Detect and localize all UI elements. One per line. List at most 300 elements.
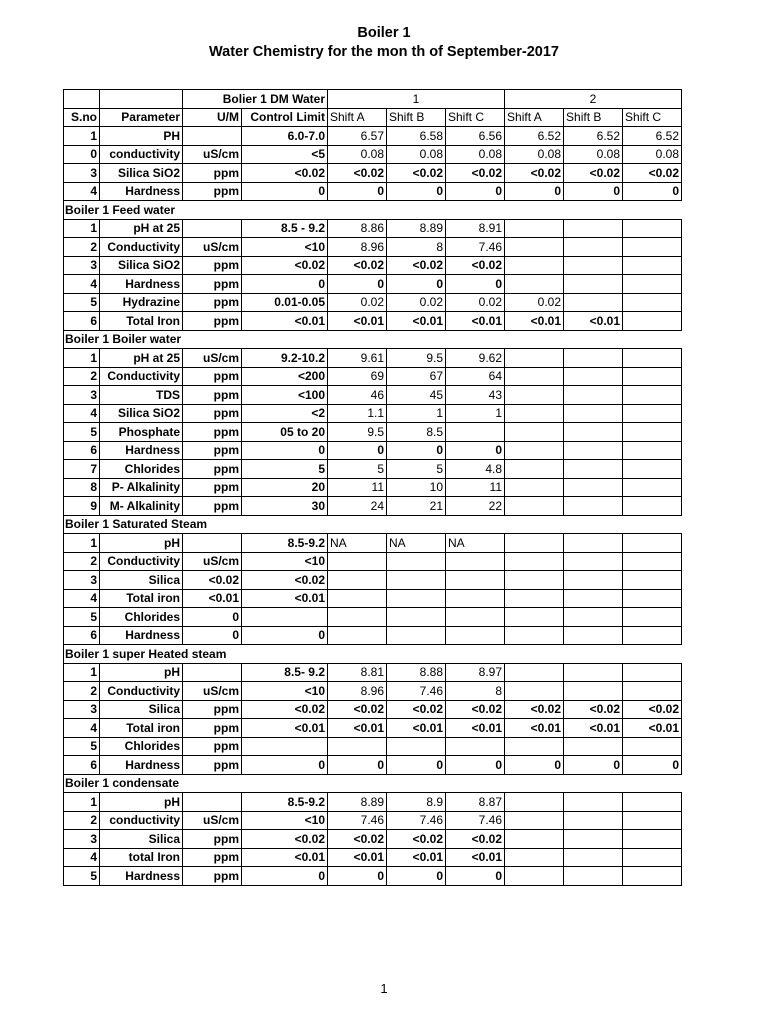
cell-parameter: Hardness <box>100 275 183 294</box>
cell-unit: <0.01 <box>183 589 242 608</box>
cell-g1-shift-c: <0.02 <box>446 830 505 849</box>
cell-g2-shift-b <box>564 219 623 238</box>
table-row <box>64 700 682 719</box>
cell-g2-shift-c: <0.02 <box>623 700 682 719</box>
cell-unit: ppm <box>183 497 242 516</box>
cell-parameter: Hardness <box>100 182 183 201</box>
cell-g2-shift-a <box>505 534 564 553</box>
table-row <box>64 460 682 479</box>
cell-g1-shift-b: 0 <box>387 441 446 460</box>
cell-g2-shift-c: 6.52 <box>623 127 682 146</box>
table-body <box>64 90 682 886</box>
table-row <box>64 256 682 275</box>
cell-g1-shift-c: 22 <box>446 497 505 516</box>
cell-g2-shift-b <box>564 386 623 405</box>
cell-sno: 1 <box>64 127 100 146</box>
cell-sno: 5 <box>64 423 100 442</box>
cell-parameter: Silica SiO2 <box>100 164 183 183</box>
cell-g1-shift-a <box>328 737 387 756</box>
cell-sno: 3 <box>64 830 100 849</box>
cell-g1-shift-a: 46 <box>328 386 387 405</box>
cell-unit: uS/cm <box>183 349 242 368</box>
table-row <box>64 793 682 812</box>
cell-g2-shift-a <box>505 238 564 257</box>
water-chemistry-table <box>63 89 682 886</box>
cell-unit: ppm <box>183 756 242 775</box>
cell-g2-shift-c <box>623 238 682 257</box>
cell-parameter: Hardness <box>100 441 183 460</box>
cell-g1-shift-a: 7.46 <box>328 811 387 830</box>
cell-g1-shift-a: 8.96 <box>328 682 387 701</box>
table-row <box>64 552 682 571</box>
cell-sno: 9 <box>64 497 100 516</box>
cell-g1-shift-b: <0.02 <box>387 256 446 275</box>
cell-g2-shift-a: <0.01 <box>505 719 564 738</box>
cell-unit: uS/cm <box>183 682 242 701</box>
cell-control-limit: 20 <box>242 478 328 497</box>
cell-g1-shift-b: 45 <box>387 386 446 405</box>
cell-unit: 0 <box>183 626 242 645</box>
cell-parameter: Total iron <box>100 589 183 608</box>
cell-g2-shift-c <box>623 848 682 867</box>
cell-g1-shift-a: 0 <box>328 441 387 460</box>
cell-sno: 3 <box>64 386 100 405</box>
table-row <box>64 737 682 756</box>
cell-unit: ppm <box>183 830 242 849</box>
cell-g1-shift-b: 0.02 <box>387 293 446 312</box>
page-subtitle: Water Chemistry for the mon th of September-2017 <box>209 44 559 60</box>
cell-g1-shift-a: <0.02 <box>328 256 387 275</box>
cell-g2-shift-c <box>623 256 682 275</box>
cell-g1-shift-b: 0 <box>387 756 446 775</box>
cell-parameter: Silica SiO2 <box>100 256 183 275</box>
cell-g1-shift-a: 8.89 <box>328 793 387 812</box>
col-header-sno: S.no <box>64 108 100 127</box>
col-header-shift-c: Shift C <box>446 108 505 127</box>
cell-control-limit: 0 <box>242 441 328 460</box>
cell-parameter: Silica <box>100 571 183 590</box>
table-row <box>64 756 682 775</box>
section-title: Boiler 1 Boiler water <box>64 330 682 349</box>
cell-g2-shift-a: <0.02 <box>505 700 564 719</box>
cell-control-limit: 0.01-0.05 <box>242 293 328 312</box>
table-row <box>64 867 682 886</box>
cell-parameter: conductivity <box>100 811 183 830</box>
page-number: 1 <box>380 981 388 996</box>
cell-sno: 4 <box>64 719 100 738</box>
cell-sno: 5 <box>64 608 100 627</box>
cell-g2-shift-c <box>623 312 682 331</box>
cell-g1-shift-a <box>328 626 387 645</box>
cell-g1-shift-c: 0.08 <box>446 145 505 164</box>
cell-control-limit <box>242 608 328 627</box>
cell-g1-shift-a: 8.86 <box>328 219 387 238</box>
cell-control-limit: 5 <box>242 460 328 479</box>
table-row <box>64 571 682 590</box>
cell-control-limit: <10 <box>242 811 328 830</box>
cell-g2-shift-c: 0.08 <box>623 145 682 164</box>
col-header-shift-a: Shift A <box>328 108 387 127</box>
col-header-shift-b: Shift B <box>564 108 623 127</box>
cell-unit: ppm <box>183 404 242 423</box>
cell-unit: ppm <box>183 478 242 497</box>
cell-control-limit: <10 <box>242 682 328 701</box>
cell-g2-shift-b: 0.08 <box>564 145 623 164</box>
cell-control-limit: <0.02 <box>242 830 328 849</box>
cell-g2-shift-b <box>564 848 623 867</box>
cell-g2-shift-b <box>564 552 623 571</box>
cell-unit: ppm <box>183 367 242 386</box>
cell-g2-shift-b <box>564 293 623 312</box>
cell-sno: 1 <box>64 349 100 368</box>
cell-g2-shift-b: <0.01 <box>564 312 623 331</box>
cell-g2-shift-b <box>564 534 623 553</box>
cell-g1-shift-b: <0.02 <box>387 830 446 849</box>
section-title: Boiler 1 super Heated steam <box>64 645 682 664</box>
cell-g2-shift-c <box>623 534 682 553</box>
cell-unit: 0 <box>183 608 242 627</box>
table-row <box>64 608 682 627</box>
cell-g2-shift-a <box>505 460 564 479</box>
table-row <box>64 238 682 257</box>
cell-g1-shift-a: 1.1 <box>328 404 387 423</box>
cell-sno: 1 <box>64 219 100 238</box>
cell-control-limit: <10 <box>242 552 328 571</box>
cell-g2-shift-c <box>623 571 682 590</box>
table-row <box>64 164 682 183</box>
cell-g1-shift-a: 0.02 <box>328 293 387 312</box>
cell-control-limit: 05 to 20 <box>242 423 328 442</box>
table-row <box>64 182 682 201</box>
cell-g2-shift-c <box>623 404 682 423</box>
cell-g2-shift-c <box>623 367 682 386</box>
cell-parameter: total Iron <box>100 848 183 867</box>
cell-g1-shift-a: <0.02 <box>328 164 387 183</box>
cell-g1-shift-b: 0 <box>387 275 446 294</box>
cell-g2-shift-b <box>564 626 623 645</box>
cell-unit: ppm <box>183 386 242 405</box>
section-header-row <box>64 774 682 793</box>
cell-g1-shift-c <box>446 589 505 608</box>
cell-g2-shift-c: <0.02 <box>623 164 682 183</box>
section-header-row <box>64 645 682 664</box>
section-title: Boiler 1 condensate <box>64 774 682 793</box>
cell-g2-shift-a: 0 <box>505 182 564 201</box>
cell-parameter: TDS <box>100 386 183 405</box>
cell-control-limit: <0.02 <box>242 164 328 183</box>
table-row <box>64 312 682 331</box>
cell-sno: 3 <box>64 571 100 590</box>
cell-g1-shift-b: <0.02 <box>387 700 446 719</box>
cell-g1-shift-c: <0.02 <box>446 164 505 183</box>
cell-g1-shift-b: 67 <box>387 367 446 386</box>
cell-g1-shift-c: 9.62 <box>446 349 505 368</box>
cell-g2-shift-a <box>505 589 564 608</box>
cell-sno: 4 <box>64 848 100 867</box>
cell-g2-shift-b: 0 <box>564 182 623 201</box>
cell-g2-shift-a <box>505 404 564 423</box>
cell-unit: uS/cm <box>183 552 242 571</box>
cell-g1-shift-b: 21 <box>387 497 446 516</box>
cell-g1-shift-c <box>446 737 505 756</box>
col-header-shift-a: Shift A <box>505 108 564 127</box>
cell-g2-shift-b: <0.02 <box>564 164 623 183</box>
cell-sno: 2 <box>64 811 100 830</box>
cell-g1-shift-a: 0 <box>328 182 387 201</box>
cell-g2-shift-c <box>623 663 682 682</box>
cell-sno: 3 <box>64 256 100 275</box>
cell-control-limit: <0.02 <box>242 571 328 590</box>
cell-parameter: pH <box>100 663 183 682</box>
cell-g2-shift-c <box>623 497 682 516</box>
cell-parameter: Total iron <box>100 719 183 738</box>
table-row <box>64 349 682 368</box>
header-group-2: 2 <box>505 90 682 109</box>
cell-g2-shift-b <box>564 404 623 423</box>
cell-parameter: Chlorides <box>100 608 183 627</box>
col-header-shift-c: Shift C <box>623 108 682 127</box>
header-row-group <box>64 90 682 109</box>
cell-unit: ppm <box>183 164 242 183</box>
cell-g2-shift-b: 6.52 <box>564 127 623 146</box>
cell-g2-shift-c <box>623 682 682 701</box>
cell-unit <box>183 219 242 238</box>
cell-control-limit: <0.02 <box>242 256 328 275</box>
cell-g2-shift-a <box>505 811 564 830</box>
cell-control-limit: 8.5- 9.2 <box>242 663 328 682</box>
cell-g2-shift-b <box>564 497 623 516</box>
cell-g2-shift-a <box>505 608 564 627</box>
cell-parameter: Silica SiO2 <box>100 404 183 423</box>
cell-control-limit: <2 <box>242 404 328 423</box>
cell-control-limit: <0.02 <box>242 700 328 719</box>
cell-parameter: Total Iron <box>100 312 183 331</box>
cell-parameter: P- Alkalinity <box>100 478 183 497</box>
cell-g1-shift-a: <0.01 <box>328 719 387 738</box>
cell-parameter: M- Alkalinity <box>100 497 183 516</box>
cell-g2-shift-b: 0 <box>564 756 623 775</box>
cell-g2-shift-c <box>623 830 682 849</box>
table-row <box>64 719 682 738</box>
cell-g1-shift-a: 69 <box>328 367 387 386</box>
cell-g1-shift-c: 8.91 <box>446 219 505 238</box>
table-row <box>64 830 682 849</box>
cell-g1-shift-c: <0.01 <box>446 848 505 867</box>
cell-g1-shift-a: NA <box>328 534 387 553</box>
cell-g2-shift-c <box>623 275 682 294</box>
cell-g1-shift-a: 11 <box>328 478 387 497</box>
cell-unit: ppm <box>183 423 242 442</box>
cell-sno: 2 <box>64 238 100 257</box>
cell-g2-shift-a <box>505 367 564 386</box>
cell-g2-shift-b: <0.01 <box>564 719 623 738</box>
cell-parameter: Conductivity <box>100 238 183 257</box>
cell-g1-shift-a: <0.01 <box>328 848 387 867</box>
cell-g2-shift-b <box>564 793 623 812</box>
cell-g2-shift-b <box>564 589 623 608</box>
header-group-1: 1 <box>328 90 505 109</box>
cell-control-limit: <0.01 <box>242 589 328 608</box>
cell-control-limit: 0 <box>242 756 328 775</box>
cell-g2-shift-c: 0 <box>623 756 682 775</box>
table-row <box>64 404 682 423</box>
cell-parameter: conductivity <box>100 145 183 164</box>
cell-parameter: Hardness <box>100 867 183 886</box>
cell-g2-shift-c <box>623 737 682 756</box>
cell-g2-shift-a <box>505 626 564 645</box>
cell-unit: ppm <box>183 700 242 719</box>
cell-g1-shift-c: 0 <box>446 182 505 201</box>
cell-control-limit: <200 <box>242 367 328 386</box>
cell-g1-shift-c: NA <box>446 534 505 553</box>
section-title: Boiler 1 Saturated Steam <box>64 515 682 534</box>
cell-parameter: Chlorides <box>100 737 183 756</box>
cell-sno: 1 <box>64 534 100 553</box>
cell-g1-shift-c <box>446 626 505 645</box>
cell-g2-shift-a <box>505 682 564 701</box>
cell-sno: 4 <box>64 182 100 201</box>
cell-g2-shift-b <box>564 663 623 682</box>
cell-g1-shift-c <box>446 608 505 627</box>
cell-g2-shift-a: 0.08 <box>505 145 564 164</box>
cell-g1-shift-b: 9.5 <box>387 349 446 368</box>
cell-g2-shift-a: 0.02 <box>505 293 564 312</box>
section-header-row <box>64 330 682 349</box>
cell-g1-shift-a <box>328 589 387 608</box>
cell-g2-shift-a <box>505 497 564 516</box>
cell-unit: ppm <box>183 719 242 738</box>
cell-g1-shift-c: 0 <box>446 756 505 775</box>
cell-g2-shift-a <box>505 663 564 682</box>
cell-sno: 6 <box>64 756 100 775</box>
cell-g2-shift-a <box>505 552 564 571</box>
cell-unit <box>183 127 242 146</box>
cell-sno: 7 <box>64 460 100 479</box>
cell-unit: <0.02 <box>183 571 242 590</box>
cell-control-limit: 6.0-7.0 <box>242 127 328 146</box>
cell-g2-shift-a <box>505 386 564 405</box>
cell-g2-shift-a <box>505 867 564 886</box>
table-row <box>64 386 682 405</box>
cell-g2-shift-c <box>623 349 682 368</box>
cell-g1-shift-c: 64 <box>446 367 505 386</box>
cell-g2-shift-c <box>623 423 682 442</box>
cell-unit: ppm <box>183 460 242 479</box>
cell-unit: uS/cm <box>183 238 242 257</box>
cell-parameter: pH at 25 <box>100 219 183 238</box>
cell-g2-shift-a <box>505 349 564 368</box>
cell-control-limit: <0.01 <box>242 848 328 867</box>
cell-g1-shift-a: 9.5 <box>328 423 387 442</box>
cell-parameter: Conductivity <box>100 682 183 701</box>
cell-sno: 3 <box>64 164 100 183</box>
cell-g1-shift-b <box>387 552 446 571</box>
cell-g2-shift-b <box>564 737 623 756</box>
cell-sno: 6 <box>64 441 100 460</box>
cell-unit: uS/cm <box>183 811 242 830</box>
cell-g2-shift-a <box>505 737 564 756</box>
cell-g2-shift-a <box>505 848 564 867</box>
cell-g1-shift-a <box>328 608 387 627</box>
cell-g1-shift-b <box>387 608 446 627</box>
cell-sno: 4 <box>64 275 100 294</box>
cell-g2-shift-a <box>505 423 564 442</box>
cell-g1-shift-c <box>446 552 505 571</box>
cell-sno: 5 <box>64 737 100 756</box>
cell-unit: ppm <box>183 182 242 201</box>
cell-unit: ppm <box>183 256 242 275</box>
cell-g2-shift-b <box>564 478 623 497</box>
cell-g2-shift-c <box>623 552 682 571</box>
table-row <box>64 534 682 553</box>
cell-g1-shift-b <box>387 589 446 608</box>
cell-g2-shift-b <box>564 571 623 590</box>
cell-g1-shift-c: 43 <box>446 386 505 405</box>
cell-control-limit: 0 <box>242 867 328 886</box>
cell-g2-shift-a <box>505 830 564 849</box>
cell-g1-shift-b: 0 <box>387 182 446 201</box>
cell-unit: ppm <box>183 737 242 756</box>
cell-g2-shift-b <box>564 256 623 275</box>
cell-sno: 4 <box>64 589 100 608</box>
cell-control-limit: 0 <box>242 275 328 294</box>
page-title: Boiler 1 <box>357 25 411 41</box>
cell-g1-shift-a: 8.96 <box>328 238 387 257</box>
cell-g1-shift-b: <0.02 <box>387 164 446 183</box>
col-header-unit: U/M <box>183 108 242 127</box>
cell-g1-shift-c: 0 <box>446 275 505 294</box>
cell-control-limit: 0 <box>242 182 328 201</box>
cell-g1-shift-c: 7.46 <box>446 238 505 257</box>
cell-unit <box>183 534 242 553</box>
cell-g2-shift-c: <0.01 <box>623 719 682 738</box>
cell-parameter: Conductivity <box>100 552 183 571</box>
cell-g2-shift-b <box>564 441 623 460</box>
cell-g1-shift-b: 6.58 <box>387 127 446 146</box>
cell-parameter: Phosphate <box>100 423 183 442</box>
cell-g1-shift-b: 8.88 <box>387 663 446 682</box>
cell-control-limit: 8.5-9.2 <box>242 534 328 553</box>
cell-g1-shift-c: 11 <box>446 478 505 497</box>
table-row <box>64 497 682 516</box>
cell-g2-shift-c <box>623 478 682 497</box>
cell-g2-shift-c: 0 <box>623 182 682 201</box>
cell-parameter: Hydrazine <box>100 293 183 312</box>
cell-g2-shift-b <box>564 608 623 627</box>
cell-parameter: pH <box>100 534 183 553</box>
cell-sno: 5 <box>64 293 100 312</box>
cell-control-limit <box>242 737 328 756</box>
section-title: Boiler 1 Feed water <box>64 201 682 220</box>
cell-g1-shift-c: <0.01 <box>446 312 505 331</box>
cell-g1-shift-b: 8.89 <box>387 219 446 238</box>
cell-sno: 6 <box>64 626 100 645</box>
cell-g1-shift-a: <0.01 <box>328 312 387 331</box>
cell-unit: ppm <box>183 867 242 886</box>
cell-g1-shift-b <box>387 737 446 756</box>
table-row <box>64 219 682 238</box>
cell-sno: 2 <box>64 552 100 571</box>
table-row <box>64 293 682 312</box>
cell-control-limit: <10 <box>242 238 328 257</box>
cell-g2-shift-c <box>623 219 682 238</box>
cell-g1-shift-b: 1 <box>387 404 446 423</box>
cell-sno: 1 <box>64 793 100 812</box>
cell-g2-shift-a <box>505 256 564 275</box>
table-row <box>64 423 682 442</box>
cell-g2-shift-c <box>623 626 682 645</box>
table-row <box>64 589 682 608</box>
